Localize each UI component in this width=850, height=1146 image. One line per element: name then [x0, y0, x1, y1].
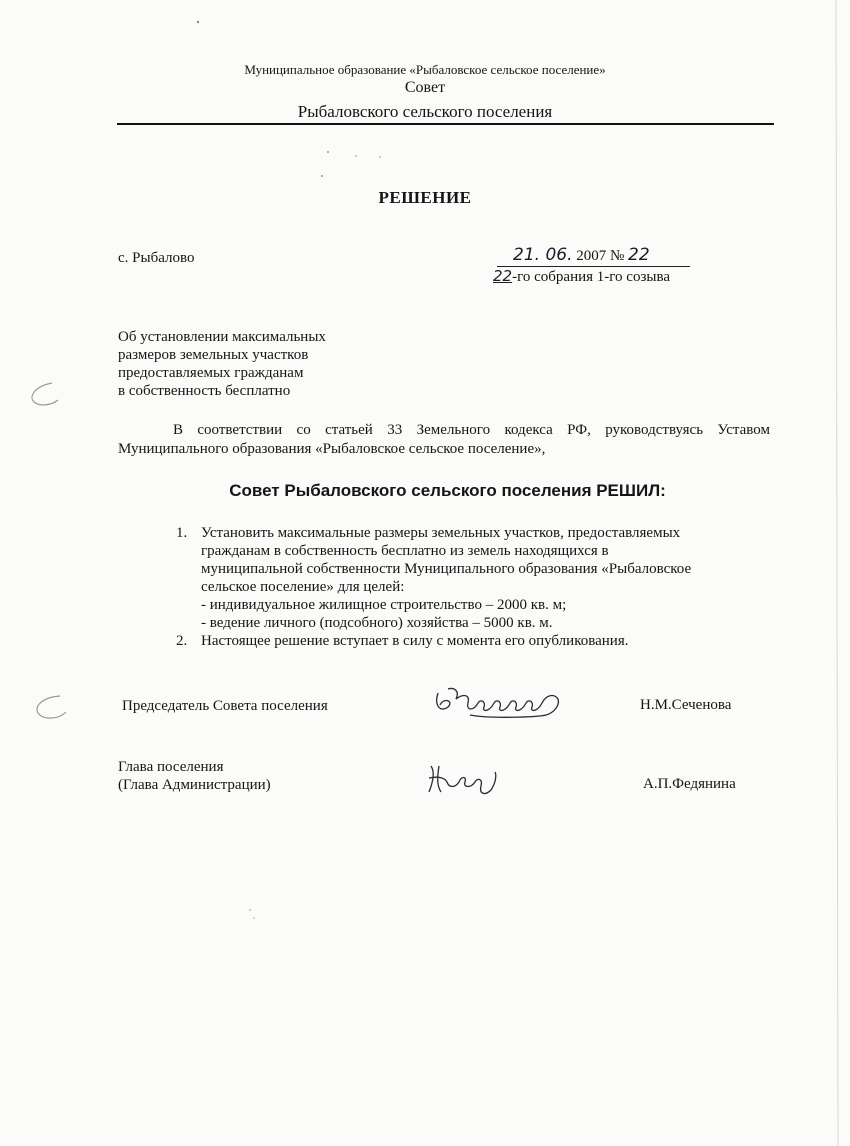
header-council-name: Рыбаловского сельского поселения — [297, 102, 553, 121]
handwritten-document-number: 22 — [628, 245, 650, 265]
item-line: Настоящее решение вступает в силу с момента его опубликования. — [201, 633, 629, 649]
scan-speck — [321, 175, 323, 177]
head-title-line: Глава поселения — [118, 759, 224, 775]
session-line — [493, 267, 670, 286]
resolution-item — [176, 632, 776, 650]
subject-line: Об установлении максимальных — [118, 329, 326, 345]
subject-line: предоставляемых гражданам — [118, 365, 304, 381]
preamble-line: В соответствии со статьей 33 Земельного кодекса РФ, руководствуясь Уставом — [173, 422, 770, 438]
number-sign: № — [609, 248, 625, 264]
subject-line: размеров земельных участков — [118, 347, 309, 363]
item-line: муниципальной собственности Муниципального образования «Рыбаловское — [201, 561, 692, 577]
head-name: А.П.Федянина — [643, 776, 736, 792]
date-year: 2007 — [576, 248, 607, 264]
scan-speck — [253, 917, 255, 919]
scan-speck — [249, 909, 251, 911]
chair-title: Председатель Совета поселения — [122, 698, 328, 714]
item-line: гражданам в собственность бесплатно из земель находящихся в — [201, 543, 609, 559]
item-line: - индивидуальное жилищное строительство – 2000 кв. м; — [201, 597, 567, 613]
subject-block — [118, 328, 326, 400]
item-number: 1. — [176, 525, 188, 541]
document-place: с. Рыбалово — [118, 250, 195, 266]
document-date-line — [485, 245, 690, 265]
item-number: 2. — [176, 633, 188, 649]
header-council: Совет — [404, 79, 446, 96]
scan-speck — [197, 21, 199, 23]
item-line: сельское поселение» для целей: — [201, 579, 405, 595]
header-divider — [117, 123, 774, 125]
resolved-heading: Совет Рыбаловского сельского поселения РЕШИЛ: — [229, 481, 666, 500]
subject-line: в собственность бесплатно — [118, 383, 291, 399]
preamble — [118, 421, 770, 459]
item-line: Установить максимальные размеры земельных участков, предоставляемых — [201, 525, 681, 541]
hole-punch-mark-top — [32, 383, 58, 405]
head-signature — [425, 762, 505, 800]
header-organization: Муниципальное образование «Рыбаловское сельское поселение» — [244, 62, 606, 77]
preamble-line: Муниципального образования «Рыбаловское сельское поселение», — [118, 441, 546, 457]
scan-speck — [355, 155, 357, 157]
head-signature-stroke — [429, 766, 496, 793]
resolution-items — [176, 524, 776, 650]
resolution-item — [176, 524, 776, 632]
scan-edge-line — [836, 0, 838, 1146]
head-title-line: (Глава Администрации) — [118, 777, 271, 793]
scan-speck — [327, 151, 329, 153]
chair-signature — [430, 683, 570, 725]
handwritten-session-number: 22 — [493, 267, 513, 285]
document-title: РЕШЕНИЕ — [378, 188, 472, 207]
scan-speck — [379, 156, 381, 158]
session-text: -го собрания 1-го созыва — [512, 269, 670, 285]
head-title — [118, 758, 271, 794]
chair-name: Н.М.Сеченова — [640, 697, 732, 713]
hole-punch-mark-bottom — [37, 696, 66, 718]
item-line: - ведение личного (подсобного) хозяйства – 5000 кв. м. — [201, 615, 553, 631]
handwritten-date: 21. 06. — [513, 245, 573, 265]
chair-signature-stroke — [437, 688, 559, 717]
